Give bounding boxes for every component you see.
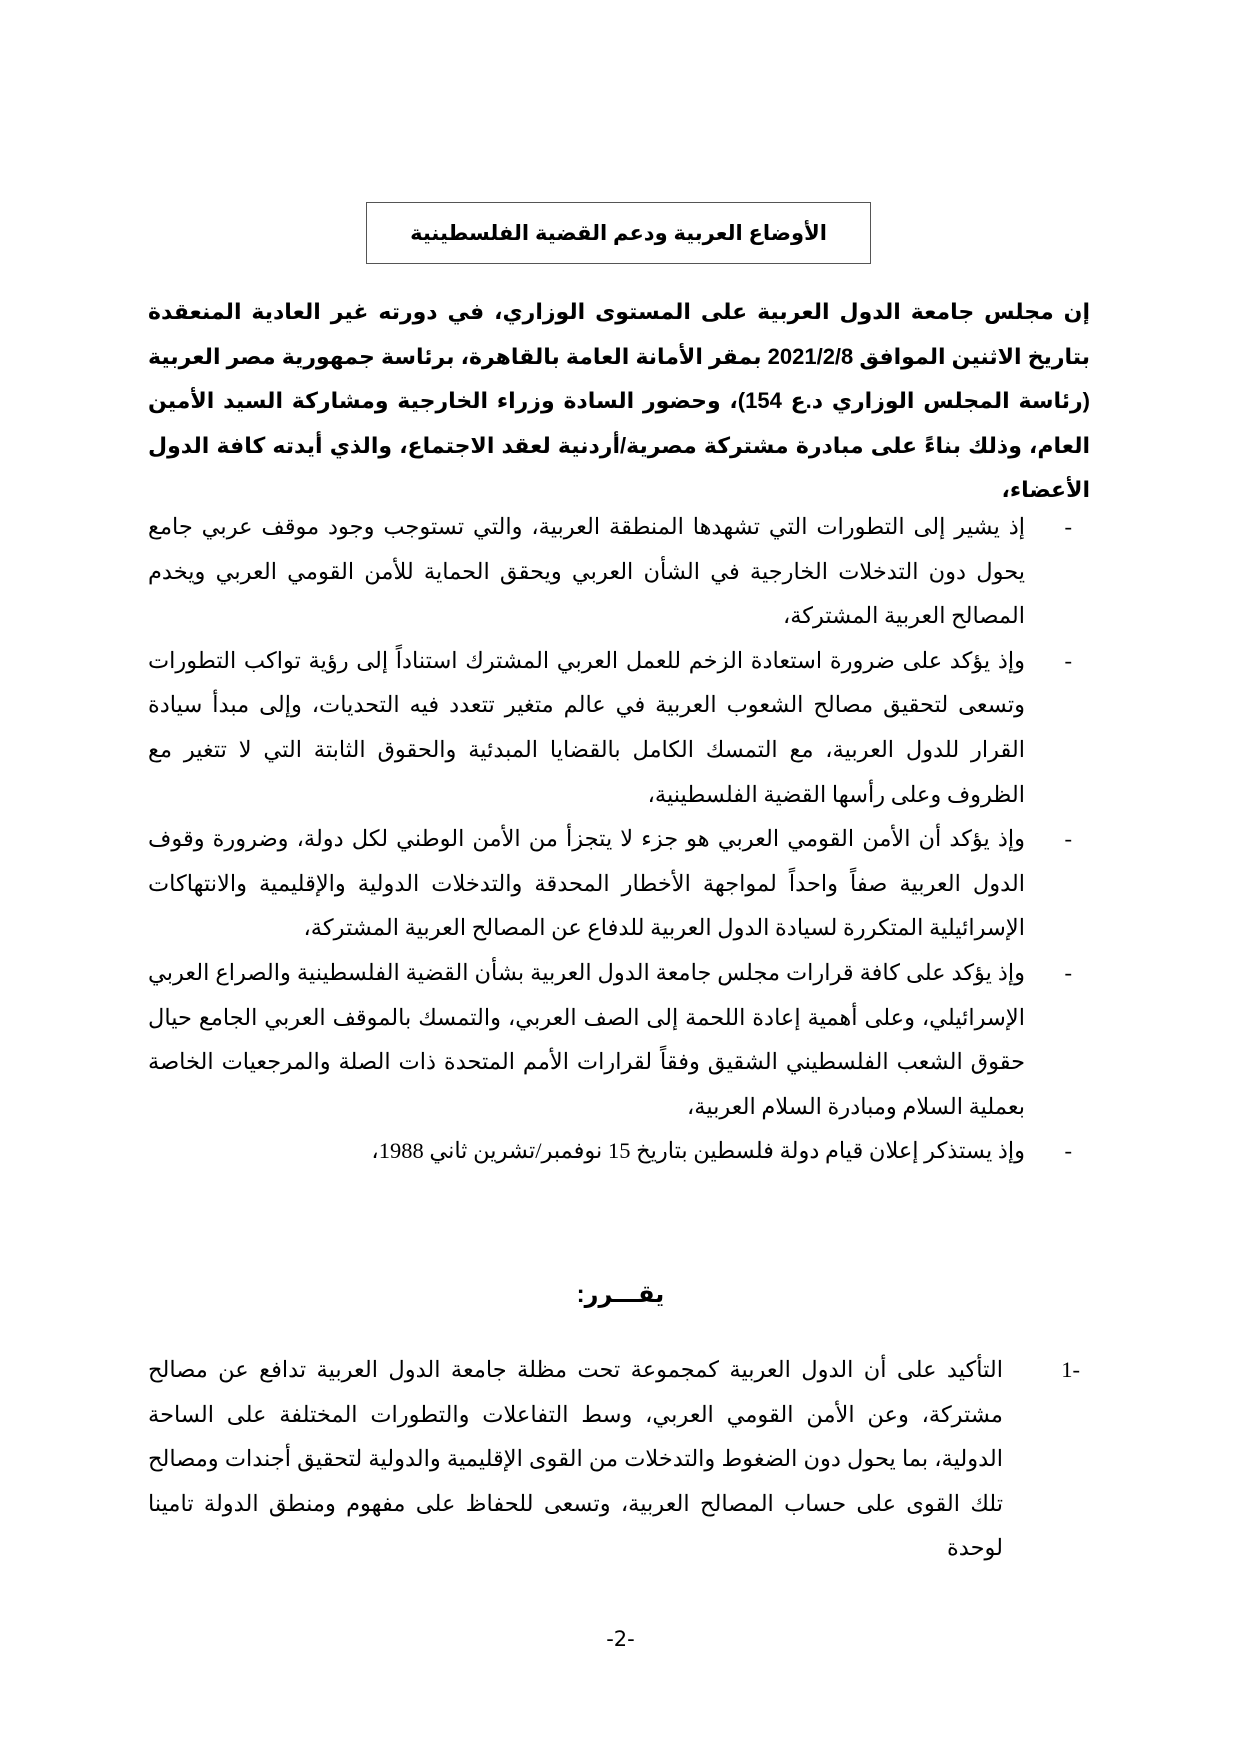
bullet-dash: - <box>1064 1138 1072 1164</box>
intro-paragraph: إن مجلس جامعة الدول العربية على المستوى الوزاري، في دورته غير العادية المنعقدة بتاريخ الاثنين الموافق 2021/2/8 بمقر الأمانة العامة بالقاهرة، برئاسة جمهورية مصر العربية (رئاسة المجلس الوزاري د.ع 154)، وحضور السادة وزراء الخارجية ومشاركة السيد الأمين العام، وذلك بناءً على مبادرة مشتركة مصرية/أردنية لعقد الاجتماع، والذي أيدته كافة الدول الأعضاء، <box>148 299 1091 502</box>
preamble-item <box>148 817 1090 951</box>
preamble-item <box>148 505 1090 639</box>
bullet-dash: - <box>1064 959 1072 985</box>
bullet-dash: - <box>1064 647 1072 673</box>
document-title-box <box>366 202 871 264</box>
preamble-item <box>148 639 1090 817</box>
preamble-text: وإذ يؤكد أن الأمن القومي العربي هو جزء لا يتجزأ من الأمن الوطني لكل دولة، وضرورة وقوف الدول العربية صفاً واحداً لمواجهة الأخطار المحدقة والتدخلات الدولية والإقليمية والانتهاكات الإسرائيلية المتكررة لسيادة الدول العربية للدفاع عن المصالح العربية المشتركة، <box>148 826 1025 941</box>
bullet-dash: - <box>1064 514 1072 539</box>
resolution-number: 1- <box>1061 1357 1080 1382</box>
resolution-text: التأكيد على أن الدول العربية كمجموعة تحت مظلة جامعة الدول العربية تدافع عن مصالح مشتركة، وعن الأمن القومي العربي، وسط التفاعلات والتطورات المختلفة على الساحة الدولية، بما يحول دون الضغوط والتدخلات من القوى الإقليمية والدولية لتحقيق أجندات ومصالح تلك القوى على حساب المصالح العربية، وتسعى للحفاظ على مفهوم ومنطق الدولة تامينا لوحدة <box>148 1357 1003 1561</box>
document-title: الأوضاع العربية ودعم القضية الفلسطينية <box>410 221 827 245</box>
decides-heading: يقـــرر: <box>576 1281 665 1308</box>
preamble-text: وإذ يؤكد على كافة قرارات مجلس جامعة الدول العربية بشأن القضية الفلسطينية والصراع العربي الإسرائيلي، وعلى أهمية إعادة اللحمة إلى الصف العربي، والتمسك بالموقف العربي الجامع حيال حقوق الشعب الفلسطيني الشقيق وفقاً لقرارات الأمم المتحدة ذات الصلة والمرجعيات الخاصة بعملية السلام ومبادرة السلام العربية، <box>148 959 1025 1119</box>
page-number: -2- <box>606 1627 635 1651</box>
preamble-list <box>148 505 1090 1174</box>
bullet-dash: - <box>1064 826 1072 852</box>
preamble-text: وإذ يستذكر إعلان قيام دولة فلسطين بتاريخ 15 نوفمبر/تشرين ثاني 1988، <box>371 1138 1025 1164</box>
preamble-item <box>148 951 1090 1129</box>
preamble-item <box>148 1129 1090 1174</box>
preamble-text: وإذ يؤكد على ضرورة استعادة الزخم للعمل العربي المشترك استناداً إلى رؤية تواكب التطورات وتسعى لتحقيق مصالح الشعوب العربية في عالم متغير تتعدد فيه التحديات، وإلى مبدأ سيادة القرار للدول العربية، مع التمسك الكامل بالقضايا المبدئية والحقوق الثابتة التي لا تتغير مع الظروف وعلى رأسها القضية الفلسطينية، <box>148 647 1025 807</box>
resolutions-list <box>148 1348 1090 1571</box>
preamble-text: إذ يشير إلى التطورات التي تشهدها المنطقة العربية، والتي تستوجب وجود موقف عربي جامع يحول دون التدخلات الخارجية في الشأن العربي ويحقق الحماية للأمن القومي العربي ويخدم المصالح العربية المشتركة، <box>148 514 1025 629</box>
resolution-item <box>148 1348 1090 1571</box>
